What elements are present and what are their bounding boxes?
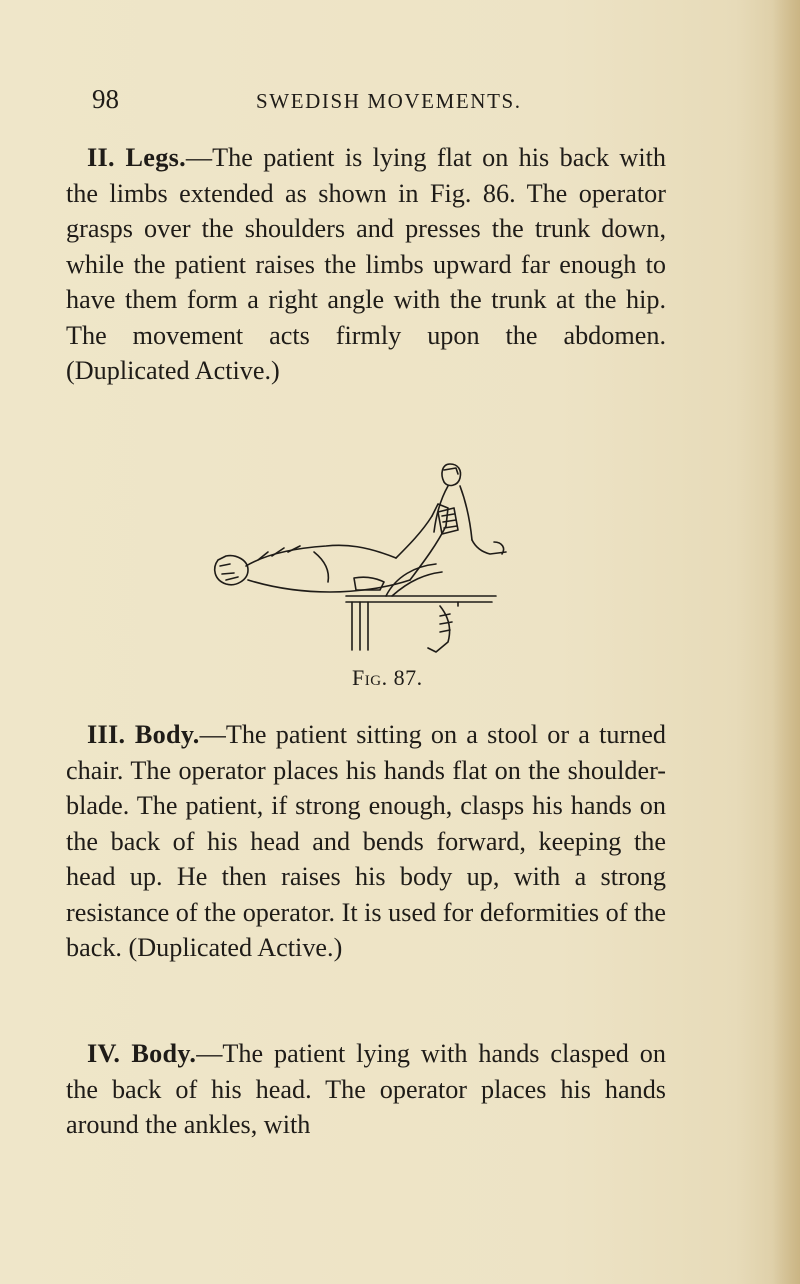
paragraph-text: —The patient is lying flat on his back with the limbs extended as shown in Fig. 86. The operator grasps over the shoulders and presses the trunk down, while the patient raises the limbs upward far enough to have them form a right angle with the trunk at the hip. The movement acts firmly upon the abdomen. (Duplicated Active.)	[66, 143, 666, 385]
patient-hair	[220, 564, 238, 580]
paragraph-lead: IV. Body.	[87, 1039, 197, 1068]
paragraph-lead: II. Legs.	[87, 143, 186, 172]
operator-leg	[472, 540, 506, 554]
paragraph-lead: III. Body.	[87, 720, 200, 749]
operator-hair	[444, 468, 458, 474]
paragraph-body-iii	[66, 717, 666, 966]
running-head-title: SWEDISH MOVEMENTS.	[256, 89, 522, 113]
running-head	[92, 84, 652, 118]
figure-caption: Fig. 87.	[352, 665, 423, 690]
patient-head	[215, 556, 248, 585]
paragraph-legs	[66, 140, 666, 389]
patient-back-line	[246, 545, 396, 566]
patient-arm	[314, 552, 328, 582]
page-edge-stain	[772, 0, 800, 1284]
figure-87-illustration	[196, 456, 512, 656]
paragraph-body-iv	[66, 1036, 666, 1143]
paragraph-text: —The patient sitting on a stool or a turned chair. The operator places his hands flat on the shoulder-blade. The patient, if strong enough, clasps his hands on the back of his head and bends forward, keeping the head up. He then raises his body up, with a strong resistance of the operator. It is used for deformities of the back. (Duplicated Active.)	[66, 720, 666, 962]
page-number: 98	[92, 84, 119, 114]
operator-lower-leg	[428, 606, 450, 652]
exercise-illustration	[196, 456, 512, 656]
patient-front-line	[248, 580, 410, 592]
patient-leg-back	[396, 516, 432, 558]
paragraph-text: —The patient lying with hands clasped on the back of his head. The operator places his hands around the ankles, with	[66, 1039, 666, 1139]
couch-leg	[352, 602, 368, 650]
